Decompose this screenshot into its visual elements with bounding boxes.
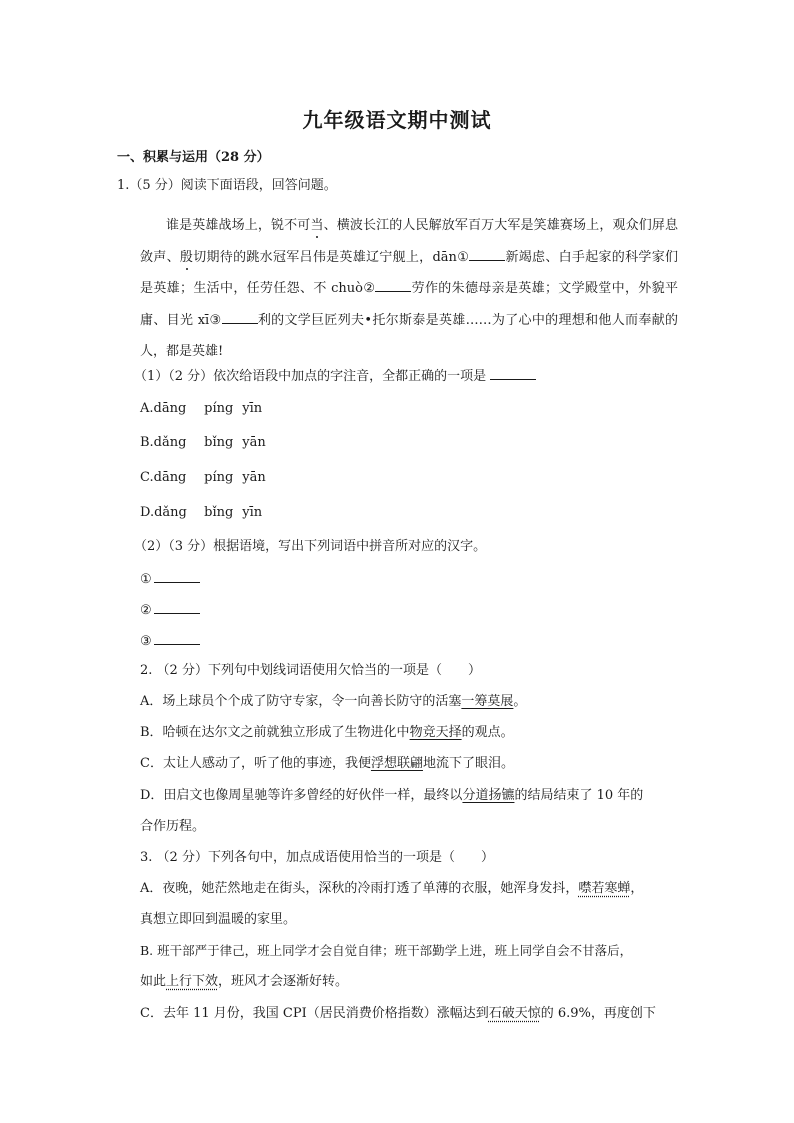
passage-text: 新竭虑、白手起家的科学家们是英雄；生活中，任劳任怨、不 chuò [140,249,678,297]
question-2-option-c [140,756,514,772]
option-text: D．田启文也像周星驰等许多曾经的好伙伴一样，最终以 [140,788,463,803]
passage-text: 切期待的跳水冠军吕伟是英雄辽宁舰上，dān [193,249,457,265]
question-1-stem: 1.（5 分）阅读下面语段，回答问题。 [117,178,337,193]
answer-line-2 [140,601,200,619]
blank-marker: ① [456,249,470,265]
dotted-phrase: 石破天惊 [488,1006,541,1021]
blank-marker: ③ [140,634,152,649]
option-text: A．夜晚，她茫然地走在街头，深秋的冷雨打透了单薄的衣服，她浑身发抖， [140,881,579,896]
answer-blank [154,632,200,645]
blank-underline [375,279,411,292]
passage-text: 劳作的朱德母亲是英雄；文学殿堂中，外貌平庸、目光 xī [140,281,678,328]
option-text: B．哈顿在达尔文之前就独立形成了生物进化中 [140,725,410,740]
answer-blank [154,601,200,614]
sub-question-2: （2）（3 分）根据语境，写出下列词语中拼音所对应的汉字。 [134,539,487,554]
passage-text: 、横波长江的人民解放军百万大军是笑雄赛场上，观众们屏息敛声、 [140,218,678,265]
question-3-option-b: B. 班干部严于律己，班上同学才会自觉自律；班干部勤学上进，班上同学自会不甘落后， [140,943,633,958]
page-title: 九年级语文期中测试 [302,108,492,132]
blank-marker: ③ [209,312,222,328]
option-text: 的结局结束了 10 年的 [514,788,644,803]
answer-line-1 [140,570,200,588]
question-3-option-a-cont: 真想立即回到温暖的家里。 [140,912,297,927]
option-d [140,505,276,521]
option-text: A．场上球员个个成了防守专家，令一向善长防守的活塞 [140,694,462,709]
option-text: 的 6.9%，再度创下 [540,1006,656,1021]
answer-blank [154,570,200,583]
passage-text: 利的文学巨匠列夫•托尔斯泰是英雄……为了心中的理想和他人而奉献的人，都是英雄! [140,312,679,360]
sub-question-1 [134,367,536,385]
section-heading: 一、积累与运用（28 分） [117,150,270,165]
dotted-phrase: 上行下效 [166,974,219,989]
option-pinyin: yān [242,470,266,485]
option-pinyin: yīn [242,505,263,520]
blank-marker: ① [140,572,152,587]
option-c [140,470,276,486]
blank-underline [469,248,505,261]
option-b [140,435,276,451]
passage-text: 谁是英雄战场上，锐不可 [166,218,311,233]
sub-question-text: （1）（2 分）依次给语段中加点的字注音，全都正确的一项是 [134,369,487,384]
question-2-stem: 2. （2 分）下列句中划线词语使用欠恰当的一项是（ ） [140,663,481,678]
question-3-option-a [140,881,643,897]
option-label: A.dāng [140,401,187,416]
option-pinyin: bǐng [204,435,234,450]
dotted-char: 殷 [179,249,194,265]
dotted-char: 当 [310,218,324,233]
underlined-phrase: 物竞天择 [409,725,462,740]
question-2-option-a [140,694,526,710]
underlined-phrase: 分道扬镳 [462,788,515,803]
option-pinyin: píng [204,470,234,485]
blank-underline [222,311,258,324]
option-pinyin: yīn [242,401,263,416]
option-label: D.dǎng [140,505,187,520]
option-text: C．太让人感动了，听了他的事迹，我便 [140,756,371,771]
option-a [140,401,276,417]
question-2-option-d-cont: 合作历程。 [140,819,206,834]
question-3-stem: 3. （2 分）下列各句中，加点成语使用恰当的一项是（ ） [140,850,494,865]
question-2-option-b [140,725,514,741]
question-2-option-d [140,788,643,804]
option-label: B.dǎng [140,435,187,450]
blank-marker: ② [140,603,152,618]
question-1-passage [140,210,678,368]
option-pinyin: píng [204,401,234,416]
option-text: 地流下了眼泪。 [422,756,514,771]
underlined-phrase: 一筹莫展 [461,694,514,709]
question-3-option-c [140,1006,656,1022]
answer-blank [490,367,536,380]
question-3-option-b-cont [140,974,348,990]
dotted-phrase: 噤若寒蝉 [578,881,631,896]
option-text: 如此 [140,974,167,989]
option-text: ，班风才会逐渐好转。 [218,974,349,989]
underlined-phrase: 浮想联翩 [370,756,423,771]
option-text: 。 [513,694,527,709]
option-text: ， [630,881,644,896]
answer-line-3 [140,632,200,650]
option-pinyin: yān [242,435,266,450]
option-pinyin: bǐng [204,505,234,520]
option-text: 的观点。 [461,725,514,740]
blank-marker: ② [362,281,376,297]
option-text: C．去年 11 月份，我国 CPI（居民消费价格指数）涨幅达到 [140,1006,489,1021]
option-label: C.dāng [140,470,187,485]
